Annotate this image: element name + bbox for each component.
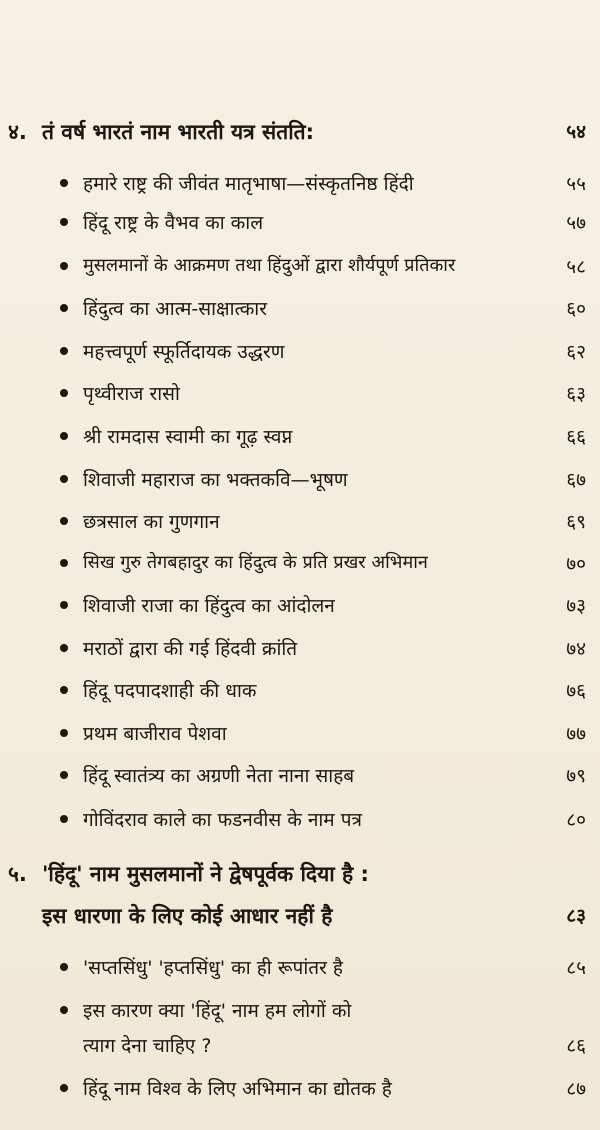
item-title: हिंदू पदपादशाही की धाक	[83, 680, 257, 702]
section-title: तं वर्ष भारतं नाम भारती यत्र संतति:	[42, 120, 315, 144]
item-page-number: ६०	[566, 298, 586, 320]
item-page-number: ८०	[566, 809, 586, 831]
bullet-icon	[60, 218, 68, 226]
bullet-icon	[60, 644, 68, 652]
item-title: इस कारण क्या 'हिंदू' नाम हम लोगों को	[83, 1000, 352, 1022]
bullet-icon	[60, 517, 68, 525]
item-page-number: ८६	[566, 1035, 586, 1057]
section-number: ५.	[8, 862, 27, 886]
bullet-icon	[60, 475, 68, 483]
item-page-number: ८७	[566, 1078, 586, 1100]
item-page-number: ५७	[566, 212, 586, 234]
item-page-number: ६७	[566, 469, 586, 491]
item-title: महत्त्वपूर्ण स्फूर्तिदायक उद्धरण	[83, 341, 285, 363]
item-page-number: ६६	[566, 426, 586, 448]
section-page-number: ५४	[566, 121, 586, 143]
item-title: हिंदुत्व का आत्म-साक्षात्कार	[83, 298, 267, 320]
bullet-icon	[60, 432, 68, 440]
item-page-number: ७३	[566, 595, 586, 617]
bullet-icon	[60, 559, 68, 567]
item-page-number: ६९	[566, 511, 586, 533]
item-page-number: ७६	[566, 680, 586, 702]
bullet-icon	[60, 347, 68, 355]
item-page-number: ७४	[566, 638, 586, 660]
item-title: छत्रसाल का गुणगान	[83, 511, 220, 533]
bullet-icon	[60, 686, 68, 694]
item-page-number: ५८	[566, 256, 586, 278]
item-title: शिवाजी राजा का हिंदुत्व का आंदोलन	[83, 595, 335, 617]
item-title: मराठों द्वारा की गई हिंदवी क्रांति	[83, 638, 298, 660]
item-page-number: ६३	[566, 383, 586, 405]
bullet-icon	[60, 963, 68, 971]
bullet-icon	[60, 179, 68, 187]
item-title: पृथ्वीराज रासो	[83, 383, 180, 405]
item-page-number: ७७	[566, 723, 586, 745]
section-page-number: ८३	[566, 905, 586, 927]
item-title: श्री रामदास स्वामी का गूढ़ स्वप्न	[83, 426, 293, 448]
item-title-line-2: त्याग देना चाहिए ?	[83, 1035, 212, 1057]
section-number: ४.	[8, 120, 27, 144]
item-title: शिवाजी महाराज का भक्तकवि—भूषण	[83, 469, 348, 491]
item-title: गोविंदराव काले का फडनवीस के नाम पत्र	[83, 809, 362, 831]
bullet-icon	[60, 1006, 68, 1014]
bullet-icon	[60, 771, 68, 779]
bullet-icon	[60, 815, 68, 823]
section-title-line-2: इस धारणा के लिए कोई आधार नहीं है	[42, 904, 333, 928]
bullet-icon	[60, 729, 68, 737]
bullet-icon	[60, 601, 68, 609]
item-title: हमारे राष्ट्र की जीवंत मातृभाषा—संस्कृतनिष्ठ हिंदी	[83, 173, 414, 195]
item-page-number: ५५	[566, 173, 586, 195]
item-title: हिंदू स्वातंत्र्य का अग्रणी नेता नाना साहब	[83, 765, 355, 787]
item-page-number: ८५	[566, 957, 586, 979]
bullet-icon	[60, 262, 68, 270]
item-title: मुसलमानों के आक्रमण तथा हिंदुओं द्वारा शौर्यपूर्ण प्रतिकार	[83, 255, 456, 276]
item-title: प्रथम बाजीराव पेशवा	[83, 723, 227, 745]
section-title: 'हिंदू' नाम मुसलमानों ने द्वेषपूर्वक दिया है :	[42, 862, 369, 886]
item-title: हिंदू नाम विश्व के लिए अभिमान का द्योतक है	[83, 1078, 392, 1100]
item-title: 'सप्तसिंधु' 'हप्तसिंधु' का ही रूपांतर है	[83, 957, 343, 979]
bullet-icon	[60, 304, 68, 312]
item-page-number: ७०	[566, 553, 586, 575]
bullet-icon	[60, 389, 68, 397]
item-title: सिख गुरु तेगबहादुर का हिंदुत्व के प्रति प्रखर अभिमान	[83, 552, 428, 573]
item-page-number: ७९	[566, 765, 586, 787]
bullet-icon	[60, 1084, 68, 1092]
item-page-number: ६२	[566, 341, 586, 363]
item-title: हिंदू राष्ट्र के वैभव का काल	[83, 212, 264, 234]
